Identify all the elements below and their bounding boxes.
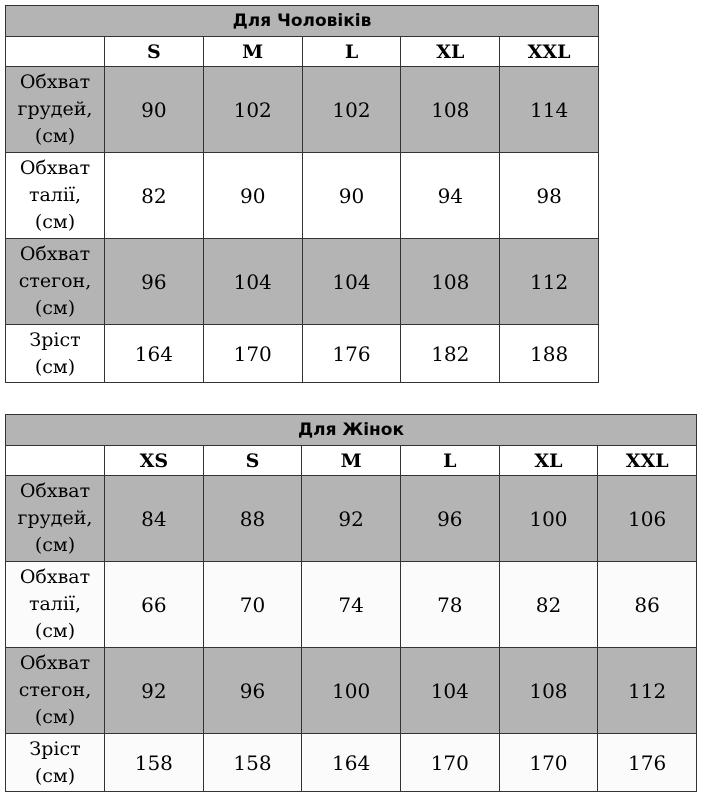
women-hips-value: 104 xyxy=(400,648,499,734)
men-hips-value: 112 xyxy=(500,239,599,325)
men-hips-value: 108 xyxy=(401,239,500,325)
label-line: грудей, xyxy=(17,507,93,529)
label-line: Обхват xyxy=(19,71,91,93)
men-hips-value: 104 xyxy=(302,239,401,325)
men-size-header: XL xyxy=(401,37,500,67)
women-hips-value: 100 xyxy=(302,648,401,734)
label-line: стегон, xyxy=(18,270,92,292)
men-hips-value: 104 xyxy=(203,239,302,325)
men-waist-value: 90 xyxy=(302,153,401,239)
women-row-hips xyxy=(6,648,697,734)
women-hips-value: 112 xyxy=(598,648,697,734)
label-line: (см) xyxy=(34,620,76,642)
women-waist-value: 78 xyxy=(400,562,499,648)
men-size-header: M xyxy=(203,37,302,67)
men-row-waist xyxy=(6,153,599,239)
women-row-label-hips xyxy=(6,648,105,734)
label-line: Обхват xyxy=(19,243,91,265)
label-line: Обхват xyxy=(19,157,91,179)
women-size-header: M xyxy=(302,446,401,476)
men-waist-value: 98 xyxy=(500,153,599,239)
women-height-value: 158 xyxy=(203,734,302,792)
men-hips-value: 96 xyxy=(105,239,204,325)
men-waist-value: 82 xyxy=(105,153,204,239)
men-height-value: 188 xyxy=(500,325,599,383)
men-table-title: Для Чоловіків xyxy=(6,6,599,37)
men-size-header: L xyxy=(302,37,401,67)
label-line: Обхват xyxy=(19,652,91,674)
label-line: талії, xyxy=(28,593,82,615)
women-height-value: 164 xyxy=(302,734,401,792)
men-height-value: 176 xyxy=(302,325,401,383)
label-line: (см) xyxy=(34,706,76,728)
men-size-table xyxy=(5,5,599,383)
women-height-value: 170 xyxy=(400,734,499,792)
label-line: (см) xyxy=(34,534,76,556)
women-chest-value: 100 xyxy=(499,476,598,562)
women-chest-value: 92 xyxy=(302,476,401,562)
women-hips-value: 96 xyxy=(203,648,302,734)
label-line: (см) xyxy=(34,764,76,787)
men-size-header-row xyxy=(6,37,599,67)
men-chest-value: 108 xyxy=(401,67,500,153)
men-height-value: 182 xyxy=(401,325,500,383)
men-waist-value: 94 xyxy=(401,153,500,239)
women-size-header: XXL xyxy=(598,446,697,476)
women-chest-value: 106 xyxy=(598,476,697,562)
men-row-label-hips xyxy=(6,239,105,325)
label-line: грудей, xyxy=(17,98,93,120)
women-waist-value: 66 xyxy=(105,562,204,648)
women-size-header: S xyxy=(203,446,302,476)
men-size-header: XXL xyxy=(500,37,599,67)
women-size-table xyxy=(5,414,697,792)
women-row-label-chest xyxy=(6,476,105,562)
women-hips-value: 108 xyxy=(499,648,598,734)
women-waist-value: 70 xyxy=(203,562,302,648)
women-height-value: 170 xyxy=(499,734,598,792)
men-waist-value: 90 xyxy=(203,153,302,239)
men-chest-value: 102 xyxy=(302,67,401,153)
men-row-chest xyxy=(6,67,599,153)
women-table-title: Для Жінок xyxy=(6,415,697,446)
women-header-corner xyxy=(6,446,105,476)
men-row-label-height xyxy=(6,325,105,383)
women-row-label-height xyxy=(6,734,105,792)
label-line: талії, xyxy=(28,184,82,206)
label-line: стегон, xyxy=(18,679,92,701)
men-row-height xyxy=(6,325,599,383)
women-hips-value: 92 xyxy=(105,648,204,734)
women-height-value: 158 xyxy=(105,734,204,792)
men-size-header: S xyxy=(105,37,204,67)
women-size-header: L xyxy=(400,446,499,476)
women-chest-value: 96 xyxy=(400,476,499,562)
women-size-header-row xyxy=(6,446,697,476)
label-line: Зріст xyxy=(29,328,81,351)
women-row-waist xyxy=(6,562,697,648)
label-line: Обхват xyxy=(19,480,91,502)
men-chest-value: 114 xyxy=(500,67,599,153)
women-row-chest xyxy=(6,476,697,562)
label-line: (см) xyxy=(34,297,76,319)
label-line: (см) xyxy=(34,211,76,233)
women-chest-value: 84 xyxy=(105,476,204,562)
women-waist-value: 82 xyxy=(499,562,598,648)
women-row-label-waist xyxy=(6,562,105,648)
label-line: Обхват xyxy=(19,566,91,588)
women-height-value: 176 xyxy=(598,734,697,792)
men-row-hips xyxy=(6,239,599,325)
women-size-header: XL xyxy=(499,446,598,476)
women-waist-value: 74 xyxy=(302,562,401,648)
label-line: (см) xyxy=(34,355,76,378)
label-line: (см) xyxy=(34,125,76,147)
men-height-value: 164 xyxy=(105,325,204,383)
label-line: Зріст xyxy=(29,737,81,760)
women-size-header: XS xyxy=(105,446,204,476)
men-row-label-chest xyxy=(6,67,105,153)
men-header-corner xyxy=(6,37,105,67)
women-row-height xyxy=(6,734,697,792)
men-height-value: 170 xyxy=(203,325,302,383)
men-chest-value: 90 xyxy=(105,67,204,153)
men-row-label-waist xyxy=(6,153,105,239)
women-chest-value: 88 xyxy=(203,476,302,562)
men-chest-value: 102 xyxy=(203,67,302,153)
women-waist-value: 86 xyxy=(598,562,697,648)
